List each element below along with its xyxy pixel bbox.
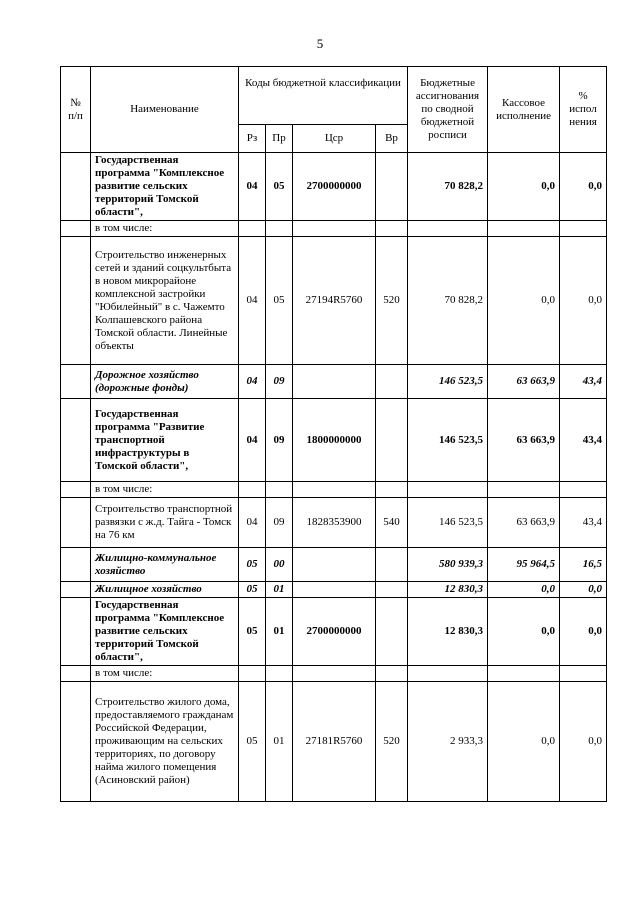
row-rz: 04 [239, 237, 266, 365]
row-csr [293, 666, 376, 682]
row-vr: 520 [376, 682, 408, 802]
row-pr [266, 666, 293, 682]
row-num-cell [61, 221, 91, 237]
row-vr: 540 [376, 498, 408, 548]
row-vr [376, 399, 408, 482]
row-pr: 00 [266, 548, 293, 582]
row-vr [376, 548, 408, 582]
header-codes: Коды бюджетной классификации [239, 67, 408, 125]
row-pr: 01 [266, 582, 293, 598]
row-name: Жилищно-коммунальное хозяйство [91, 548, 239, 582]
table-row [61, 237, 607, 365]
table-row [61, 399, 607, 482]
row-cash: 0,0 [488, 153, 560, 221]
row-cash: 0,0 [488, 237, 560, 365]
header-name: Наименование [91, 67, 239, 153]
row-pr: 09 [266, 498, 293, 548]
table-row [61, 221, 607, 237]
row-pct: 43,4 [560, 365, 607, 399]
row-rz [239, 482, 266, 498]
header-pct: % испол нения [560, 67, 607, 153]
row-vr [376, 582, 408, 598]
row-rz: 05 [239, 548, 266, 582]
row-pr [266, 482, 293, 498]
row-budget: 12 830,3 [408, 598, 488, 666]
row-pct: 0,0 [560, 582, 607, 598]
row-name: в том числе: [91, 221, 239, 237]
header-csr: Цср [293, 125, 376, 153]
row-csr [293, 365, 376, 399]
row-csr: 1828353900 [293, 498, 376, 548]
row-rz: 04 [239, 399, 266, 482]
row-pct: 0,0 [560, 153, 607, 221]
row-pr: 09 [266, 365, 293, 399]
header-pr: Пр [266, 125, 293, 153]
table-row [61, 548, 607, 582]
row-num-cell [61, 237, 91, 365]
row-cash: 0,0 [488, 582, 560, 598]
row-csr [293, 221, 376, 237]
row-vr [376, 666, 408, 682]
row-num-cell [61, 682, 91, 802]
row-budget [408, 482, 488, 498]
row-cash: 63 663,9 [488, 498, 560, 548]
row-num-cell [61, 482, 91, 498]
row-rz: 05 [239, 682, 266, 802]
row-rz: 04 [239, 498, 266, 548]
budget-table [60, 66, 607, 802]
row-vr [376, 598, 408, 666]
row-vr [376, 153, 408, 221]
row-rz [239, 666, 266, 682]
header-vr: Вр [376, 125, 408, 153]
row-pr: 05 [266, 153, 293, 221]
row-num-cell [61, 666, 91, 682]
header-num: № п/п [61, 67, 91, 153]
table-row [61, 598, 607, 666]
row-cash [488, 482, 560, 498]
row-budget: 12 830,3 [408, 582, 488, 598]
table-row [61, 482, 607, 498]
row-num-cell [61, 153, 91, 221]
row-pct [560, 482, 607, 498]
row-name: Жилищное хозяйство [91, 582, 239, 598]
row-pr: 01 [266, 598, 293, 666]
row-pr: 09 [266, 399, 293, 482]
row-cash [488, 221, 560, 237]
row-cash [488, 666, 560, 682]
row-budget: 70 828,2 [408, 153, 488, 221]
header-rz: Рз [239, 125, 266, 153]
row-budget [408, 221, 488, 237]
row-pct: 43,4 [560, 498, 607, 548]
row-name: в том числе: [91, 666, 239, 682]
table-row [61, 682, 607, 802]
row-name: в том числе: [91, 482, 239, 498]
table-row [61, 666, 607, 682]
table-row [61, 153, 607, 221]
row-name: Государственная программа "Комплексное развитие сельских территорий Томской области", [91, 153, 239, 221]
row-budget: 2 933,3 [408, 682, 488, 802]
row-csr: 2700000000 [293, 598, 376, 666]
row-pct: 0,0 [560, 598, 607, 666]
row-vr [376, 221, 408, 237]
row-cash: 0,0 [488, 598, 560, 666]
row-cash: 95 964,5 [488, 548, 560, 582]
row-cash: 63 663,9 [488, 399, 560, 482]
row-rz: 04 [239, 365, 266, 399]
row-rz: 04 [239, 153, 266, 221]
table-body [61, 153, 607, 802]
row-pct [560, 666, 607, 682]
row-name: Строительство жилого дома, предоставляемого гражданам Российской Федерации, проживающим на сельских территориях, по договору найма жилого помещения (Асиновский район) [91, 682, 239, 802]
row-pct: 43,4 [560, 399, 607, 482]
row-csr: 27181R5760 [293, 682, 376, 802]
row-csr [293, 582, 376, 598]
row-budget: 146 523,5 [408, 498, 488, 548]
row-name: Строительство инженерных сетей и зданий соцкультбыта в новом микрорайоне комплексной застройки "Юбилейный" в с. Чажемто Колпашевского района Томской области. Линейные объекты [91, 237, 239, 365]
row-pct [560, 221, 607, 237]
row-num-cell [61, 399, 91, 482]
row-vr: 520 [376, 237, 408, 365]
row-pct: 0,0 [560, 682, 607, 802]
row-budget: 580 939,3 [408, 548, 488, 582]
row-rz: 05 [239, 598, 266, 666]
table-row [61, 498, 607, 548]
row-vr [376, 365, 408, 399]
table-row [61, 365, 607, 399]
row-pr [266, 221, 293, 237]
row-rz [239, 221, 266, 237]
header-cash: Кассовое исполнение [488, 67, 560, 153]
row-name: Строительство транспортной развязки с ж.д. Тайга - Томск на 76 км [91, 498, 239, 548]
row-num-cell [61, 498, 91, 548]
row-csr: 2700000000 [293, 153, 376, 221]
row-vr [376, 482, 408, 498]
row-pr: 01 [266, 682, 293, 802]
row-budget: 146 523,5 [408, 365, 488, 399]
row-csr: 27194R5760 [293, 237, 376, 365]
row-num-cell [61, 365, 91, 399]
row-budget: 146 523,5 [408, 399, 488, 482]
row-rz: 05 [239, 582, 266, 598]
row-budget: 70 828,2 [408, 237, 488, 365]
header-budget: Бюджетные ассигнования по сводной бюджетной росписи [408, 67, 488, 153]
row-pct: 16,5 [560, 548, 607, 582]
row-num-cell [61, 582, 91, 598]
row-num-cell [61, 548, 91, 582]
row-csr: 1800000000 [293, 399, 376, 482]
row-name: Государственная программа "Развитие транспортной инфраструктуры в Томской области", [91, 399, 239, 482]
row-cash: 63 663,9 [488, 365, 560, 399]
row-name: Дорожное хозяйство (дорожные фонды) [91, 365, 239, 399]
page-number: 5 [316, 36, 324, 51]
table-row [61, 582, 607, 598]
row-pr: 05 [266, 237, 293, 365]
row-budget [408, 666, 488, 682]
row-pct: 0,0 [560, 237, 607, 365]
row-csr [293, 482, 376, 498]
row-cash: 0,0 [488, 682, 560, 802]
row-name: Государственная программа "Комплексное развитие сельских территорий Томской области", [91, 598, 239, 666]
row-num-cell [61, 598, 91, 666]
row-csr [293, 548, 376, 582]
